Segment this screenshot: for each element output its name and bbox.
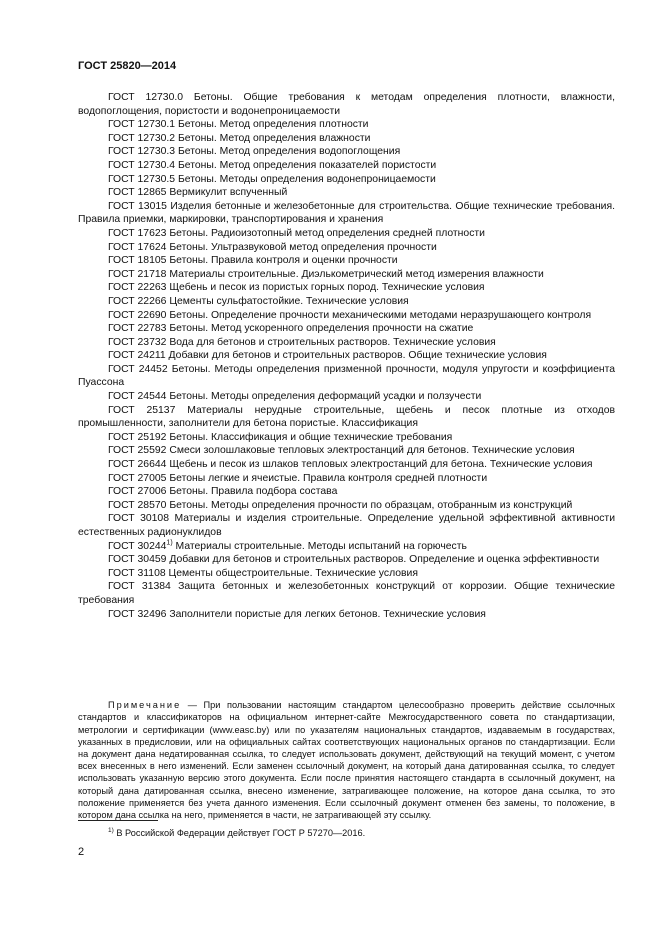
reference-item — [78, 567, 615, 581]
reference-item — [78, 132, 615, 146]
reference-title: Бетоны. Правила подбора состава — [169, 486, 338, 498]
reference-title: Бетоны. Методы определения деформаций усадки и ползучести — [169, 391, 482, 403]
page-number: 2 — [78, 846, 85, 858]
reference-code: ГОСТ 27006 — [108, 486, 167, 498]
reference-code: ГОСТ 25192 — [108, 431, 167, 443]
reference-code: ГОСТ 30108 — [108, 513, 169, 525]
document-header: ГОСТ 25820—2014 — [78, 60, 177, 72]
note-paragraph — [78, 699, 615, 821]
reference-code: ГОСТ 31384 — [108, 581, 171, 593]
reference-item — [78, 472, 615, 486]
reference-title: Бетоны. Ультразвуковой метод определения прочности — [169, 241, 437, 253]
reference-item — [78, 322, 615, 336]
reference-item — [78, 295, 615, 309]
reference-item — [78, 173, 615, 187]
reference-title: Смеси золошлаковые тепловых электростанций для бетонов. Технические условия — [169, 445, 575, 457]
reference-code: ГОСТ 22690 — [108, 309, 167, 321]
reference-item — [78, 540, 615, 554]
reference-code: ГОСТ 22783 — [108, 323, 167, 335]
reference-item — [78, 512, 615, 539]
reference-code: ГОСТ 30459 — [108, 554, 167, 566]
reference-code: ГОСТ 23732 — [108, 336, 167, 348]
reference-title: Бетоны. Определение прочности механическими методами неразрушающего контроля — [169, 309, 592, 321]
reference-title: Бетоны. Метод ускоренного определения прочности на сжатие — [169, 323, 474, 335]
note-label: Примечание — [108, 700, 182, 711]
reference-code: ГОСТ 12730.3 — [108, 146, 176, 158]
reference-item — [78, 404, 615, 431]
reference-code: ГОСТ 12730.2 — [108, 132, 176, 144]
reference-item — [78, 241, 615, 255]
reference-code: ГОСТ 21718 — [108, 268, 167, 280]
reference-title: Бетоны. Методы определения водонепроницаемости — [177, 173, 436, 185]
reference-item — [78, 553, 615, 567]
reference-title: Изделия бетонные и железобетонные для строительства. Общие технические требования. Правила приемки, маркировки, транспортирования и хранения — [78, 200, 615, 226]
reference-title: Материалы строительные. Методы испытаний на горючесть — [175, 540, 467, 552]
footnote-divider — [78, 820, 158, 821]
reference-code: ГОСТ 27005 — [108, 472, 167, 484]
reference-title: Бетоны. Методы определения прочности по образцам, отобранным из конструкций — [169, 499, 573, 511]
reference-item — [78, 485, 615, 499]
reference-code: ГОСТ 25592 — [108, 445, 167, 457]
reference-code: ГОСТ 22266 — [108, 295, 167, 307]
reference-title: Добавки для бетонов и строительных растворов. Определение и оценка эффективности — [169, 554, 600, 566]
reference-title: Бетоны. Общие требования к методам определения плотности, влажности, водопоглощения, пористости и водонепроницаемости — [78, 92, 615, 117]
reference-code: ГОСТ 28570 — [108, 499, 167, 511]
reference-item — [78, 458, 615, 472]
reference-title: Цементы сульфатостойкие. Технические условия — [169, 295, 409, 307]
reference-code: ГОСТ 12730.1 — [108, 119, 176, 131]
reference-title: Материалы и изделия строительные. Определение удельной эффективной активности естественных радионуклидов — [78, 513, 615, 538]
footnote-ref-mark: 1) — [166, 539, 173, 547]
normative-references-list — [78, 91, 615, 621]
reference-item — [78, 336, 615, 350]
reference-title: Добавки для бетонов и строительных растворов. Общие технические условия — [168, 350, 547, 362]
reference-item — [78, 159, 615, 173]
reference-title: Бетоны. Метод определения показателей пористости — [177, 159, 437, 171]
reference-title: Бетоны. Метод определения плотности — [177, 119, 369, 131]
reference-item — [78, 499, 615, 513]
reference-item — [78, 309, 615, 323]
note-text: — При пользовании настоящим стандартом целесообразно проверить действие ссылочных стандартов и классификаторов на официальном интернет-сайте Межгосударственного совета по стандартизации, метрологии и сертификации (www.easc.by) или по указателям национальных стандартов, издаваемым в государствах, указанных в предисловии, или на официальных сайтах соответствующих национальных органов по стандартизации. Если на документ дана недатированная ссылка, то следует использовать документ, действующий на текущий момент, с учетом всех внесенных в него изменений. Если заменен ссылочный документ, на который дана датированная ссылка, то следует использовать указанную версию этого документа. Если после принятия настоящего стандарта в ссылочный документ, на который дана датированная ссылка, внесено изменение, затрагивающее положение, на которое дана ссылка, то это положение применяется без учета данного изменения. Если ссылочный документ отменен без замены, то положение, в котором дана ссылка на него, применяется в части, не затрагивающей эту ссылку. — [78, 700, 615, 821]
reference-code: ГОСТ 12730.4 — [108, 159, 176, 171]
reference-item — [78, 200, 615, 227]
reference-code: ГОСТ 17623 — [108, 227, 167, 239]
reference-title: Бетоны. Радиоизотопный метод определения средней плотности — [169, 227, 485, 239]
reference-item — [78, 608, 615, 622]
reference-title: Заполнители пористые для легких бетонов. Технические условия — [169, 608, 486, 620]
reference-title: Вода для бетонов и строительных растворов. Технические условия — [169, 336, 496, 348]
reference-code: ГОСТ 12730.0 — [108, 92, 184, 103]
reference-title: Бетоны легкие и ячеистые. Правила контроля средней плотности — [169, 472, 488, 484]
reference-code: ГОСТ 18105 — [108, 255, 167, 267]
reference-item — [78, 227, 615, 241]
reference-title: Бетоны. Правила контроля и оценки прочности — [169, 255, 398, 267]
reference-code: ГОСТ 22263 — [108, 282, 167, 294]
reference-code: ГОСТ 32496 — [108, 608, 167, 620]
reference-title: Вермикулит вспученный — [169, 187, 288, 199]
reference-code: ГОСТ 12865 — [108, 187, 167, 199]
reference-title: Защита бетонных и железобетонных конструкций от коррозии. Общие технические требования — [78, 581, 615, 606]
reference-item — [78, 118, 615, 132]
reference-title: Щебень и песок из шлаков тепловых электростанций для бетона. Технические условия — [169, 459, 593, 471]
reference-title: Бетоны. Метод определения водопоглощения — [177, 146, 401, 158]
reference-item — [78, 281, 615, 295]
reference-code: ГОСТ 24211 — [108, 350, 166, 362]
reference-item — [78, 363, 615, 390]
reference-title: Бетоны. Классификация и общие технические требования — [169, 431, 453, 443]
reference-item — [78, 91, 615, 118]
reference-code: ГОСТ 30244 — [108, 540, 167, 552]
footnote-text: В Российской Федерации действует ГОСТ Р 57270—2016. — [116, 828, 366, 839]
footnote — [108, 827, 365, 838]
reference-code: ГОСТ 31108 — [108, 567, 166, 579]
reference-item — [78, 268, 615, 282]
reference-item — [78, 349, 615, 363]
reference-title: Цементы общестроительные. Технические условия — [168, 567, 418, 579]
reference-item — [78, 254, 615, 268]
reference-code: ГОСТ 24452 — [108, 363, 168, 375]
reference-code: ГОСТ 13015 — [108, 200, 167, 212]
footnote-mark: 1) — [108, 827, 114, 834]
reference-title: Щебень и песок из пористых горных пород. Технические условия — [169, 282, 485, 294]
reference-code: ГОСТ 17624 — [108, 241, 167, 253]
reference-item — [78, 444, 615, 458]
reference-item — [78, 431, 615, 445]
reference-code: ГОСТ 25137 — [108, 404, 176, 416]
reference-title: Материалы строительные. Диэлькометрический метод измерения влажности — [169, 268, 544, 280]
reference-title: Материалы нерудные строительные, щебень и песок плотные из отходов промышленности, заполнители для бетона пористые. Классификация — [78, 404, 615, 430]
reference-code: ГОСТ 26644 — [108, 459, 167, 471]
reference-item — [78, 580, 615, 607]
reference-code: ГОСТ 12730.5 — [108, 173, 176, 185]
reference-item — [78, 390, 615, 404]
reference-code: ГОСТ 24544 — [108, 391, 167, 403]
reference-item — [78, 186, 615, 200]
reference-title: Бетоны. Методы определения призменной прочности, модуля упругости и коэффициента Пуассона — [78, 363, 616, 389]
reference-title: Бетоны. Метод определения влажности — [177, 132, 371, 144]
reference-item — [78, 145, 615, 159]
